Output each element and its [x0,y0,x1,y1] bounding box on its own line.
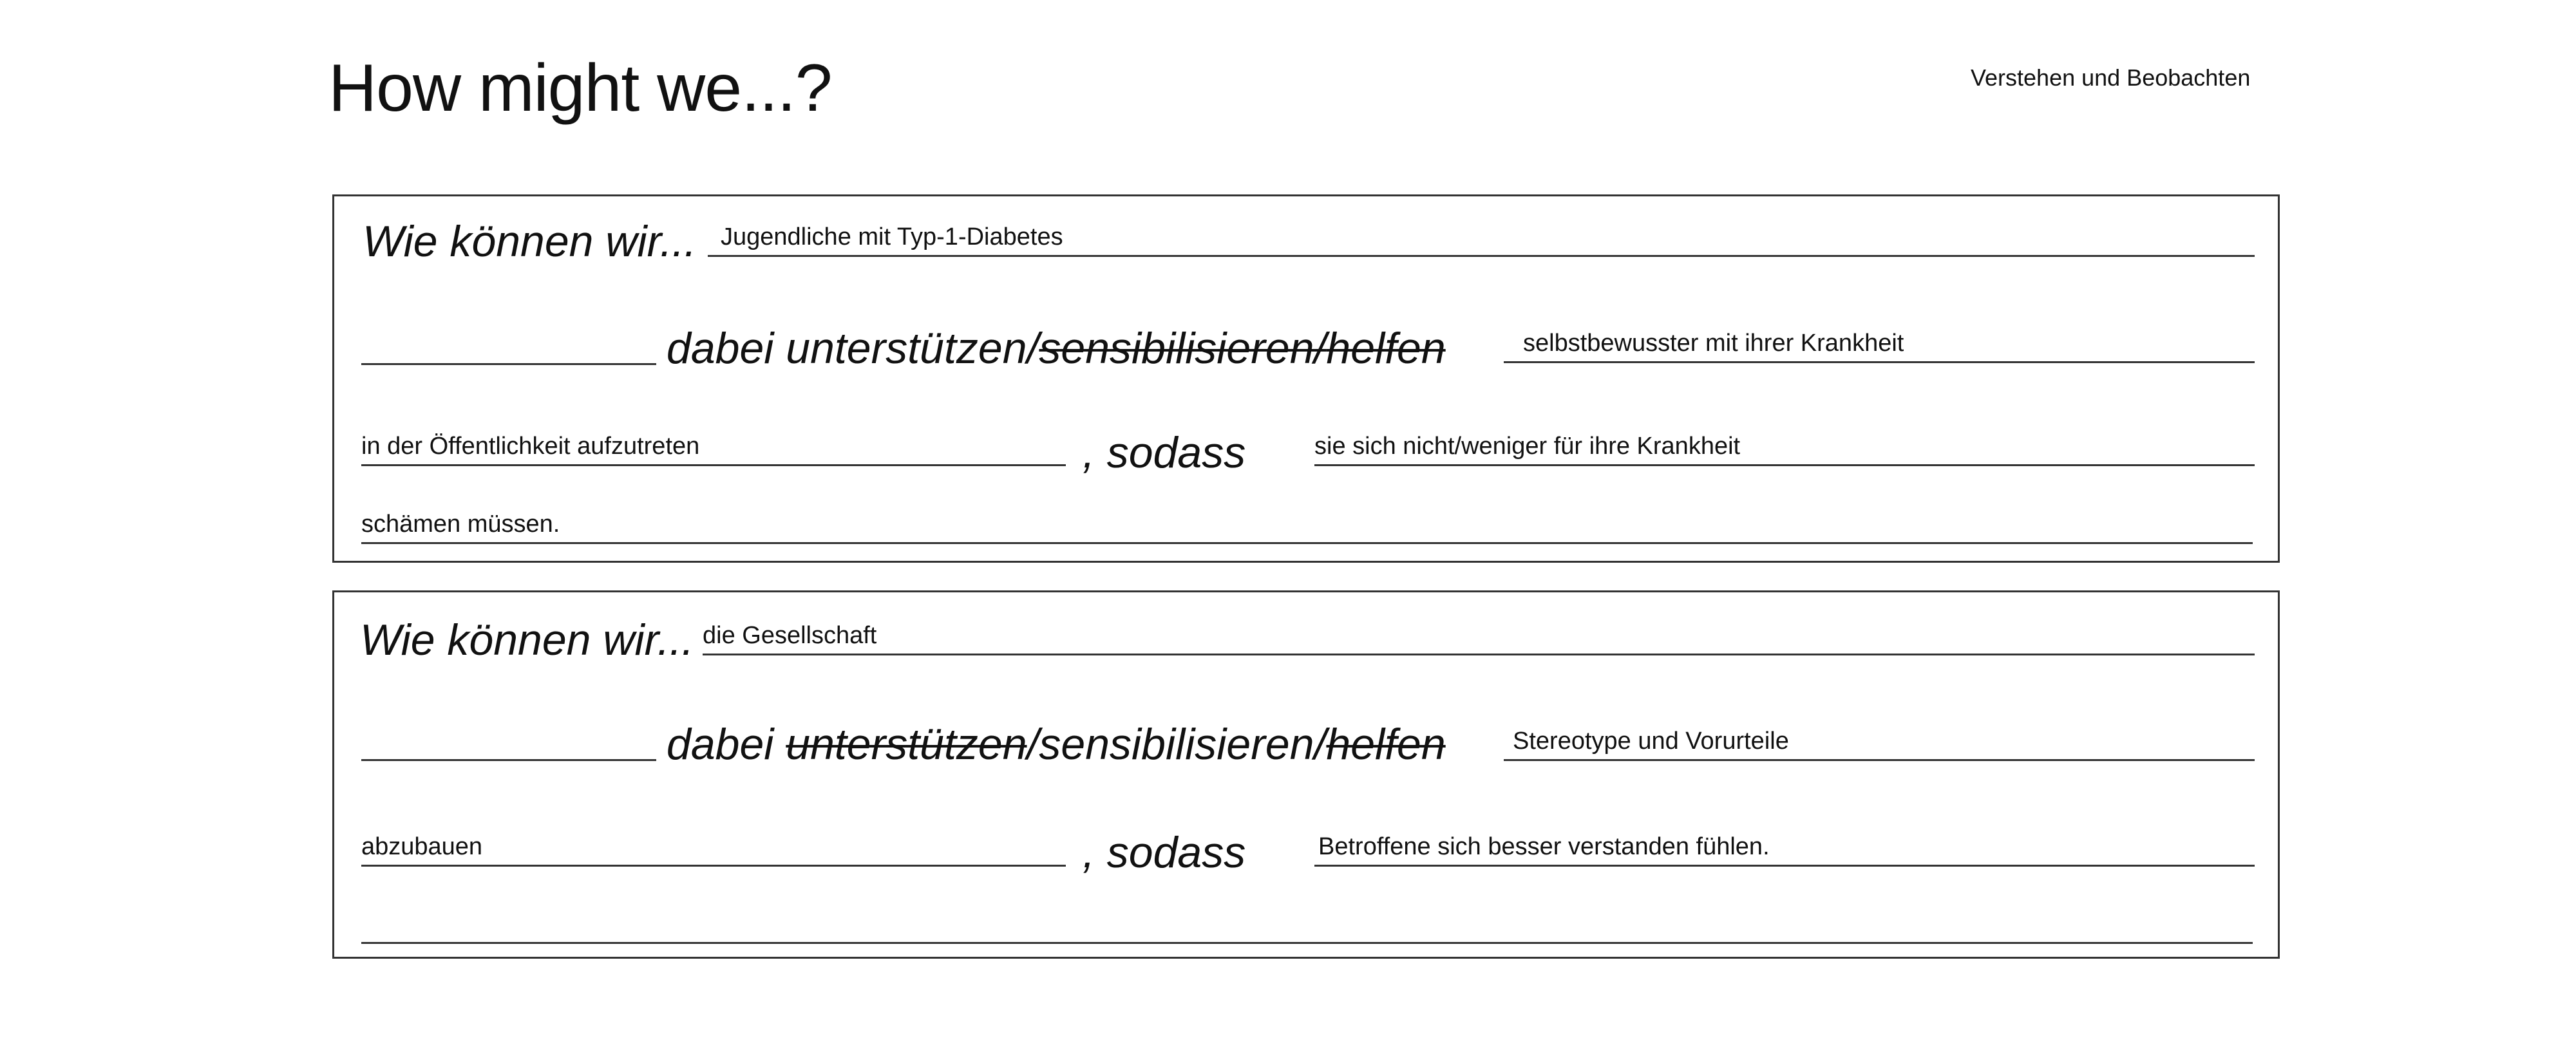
verb-separator: / [1314,720,1327,769]
verb-prefix: dabei [667,324,786,373]
prompt-intro: Wie können wir... [363,217,697,266]
pre-verb-field[interactable] [361,325,656,365]
prompt-intro: Wie können wir... [360,616,694,664]
page-title: How might we...? [328,51,832,126]
verb-separator: / [1027,720,1039,769]
verb-helfen: helfen [1326,324,1446,373]
goal-field-line2[interactable]: in der Öffentlichkeit aufzutreten [361,426,1066,466]
hmw-card [332,194,2280,563]
verb-helfen: helfen [1326,720,1446,769]
verb-separator: / [1314,324,1327,373]
outcome-field-line1[interactable]: Betroffene sich besser verstanden fühlen. [1314,827,2255,867]
verb-unterstuetzen: unterstützen [786,720,1027,769]
outcome-field-line1[interactable]: sie sich nicht/weniger für ihre Krankheit [1314,426,2255,466]
goal-field-line1[interactable]: selbstbewusster mit ihrer Krankheit [1504,323,2255,363]
outcome-field-line2[interactable] [361,904,2253,944]
goal-field-line2[interactable]: abzubauen [361,827,1066,867]
verb-sensibilisieren: sensibilisieren [1039,720,1314,769]
verb-separator: / [1027,324,1039,373]
verb-line [667,720,1446,769]
pre-verb-field[interactable] [361,721,656,761]
target-field[interactable]: Jugendliche mit Typ-1-Diabetes [708,217,2255,257]
goal-field-line1[interactable]: Stereotype und Vorurteile [1504,721,2255,761]
verb-line [667,324,1446,373]
conjunction: , sodass [1083,828,1246,877]
verb-prefix: dabei [667,720,786,769]
outcome-field-line2[interactable]: schämen müssen. [361,504,2253,544]
verb-sensibilisieren: sensibilisieren [1039,324,1314,373]
section-label: Verstehen und Beobachten [1971,64,2251,91]
target-field[interactable]: die Gesellschaft [703,616,2255,655]
hmw-card [332,590,2280,959]
verb-unterstuetzen: unterstützen [786,324,1027,373]
conjunction: , sodass [1083,428,1246,477]
